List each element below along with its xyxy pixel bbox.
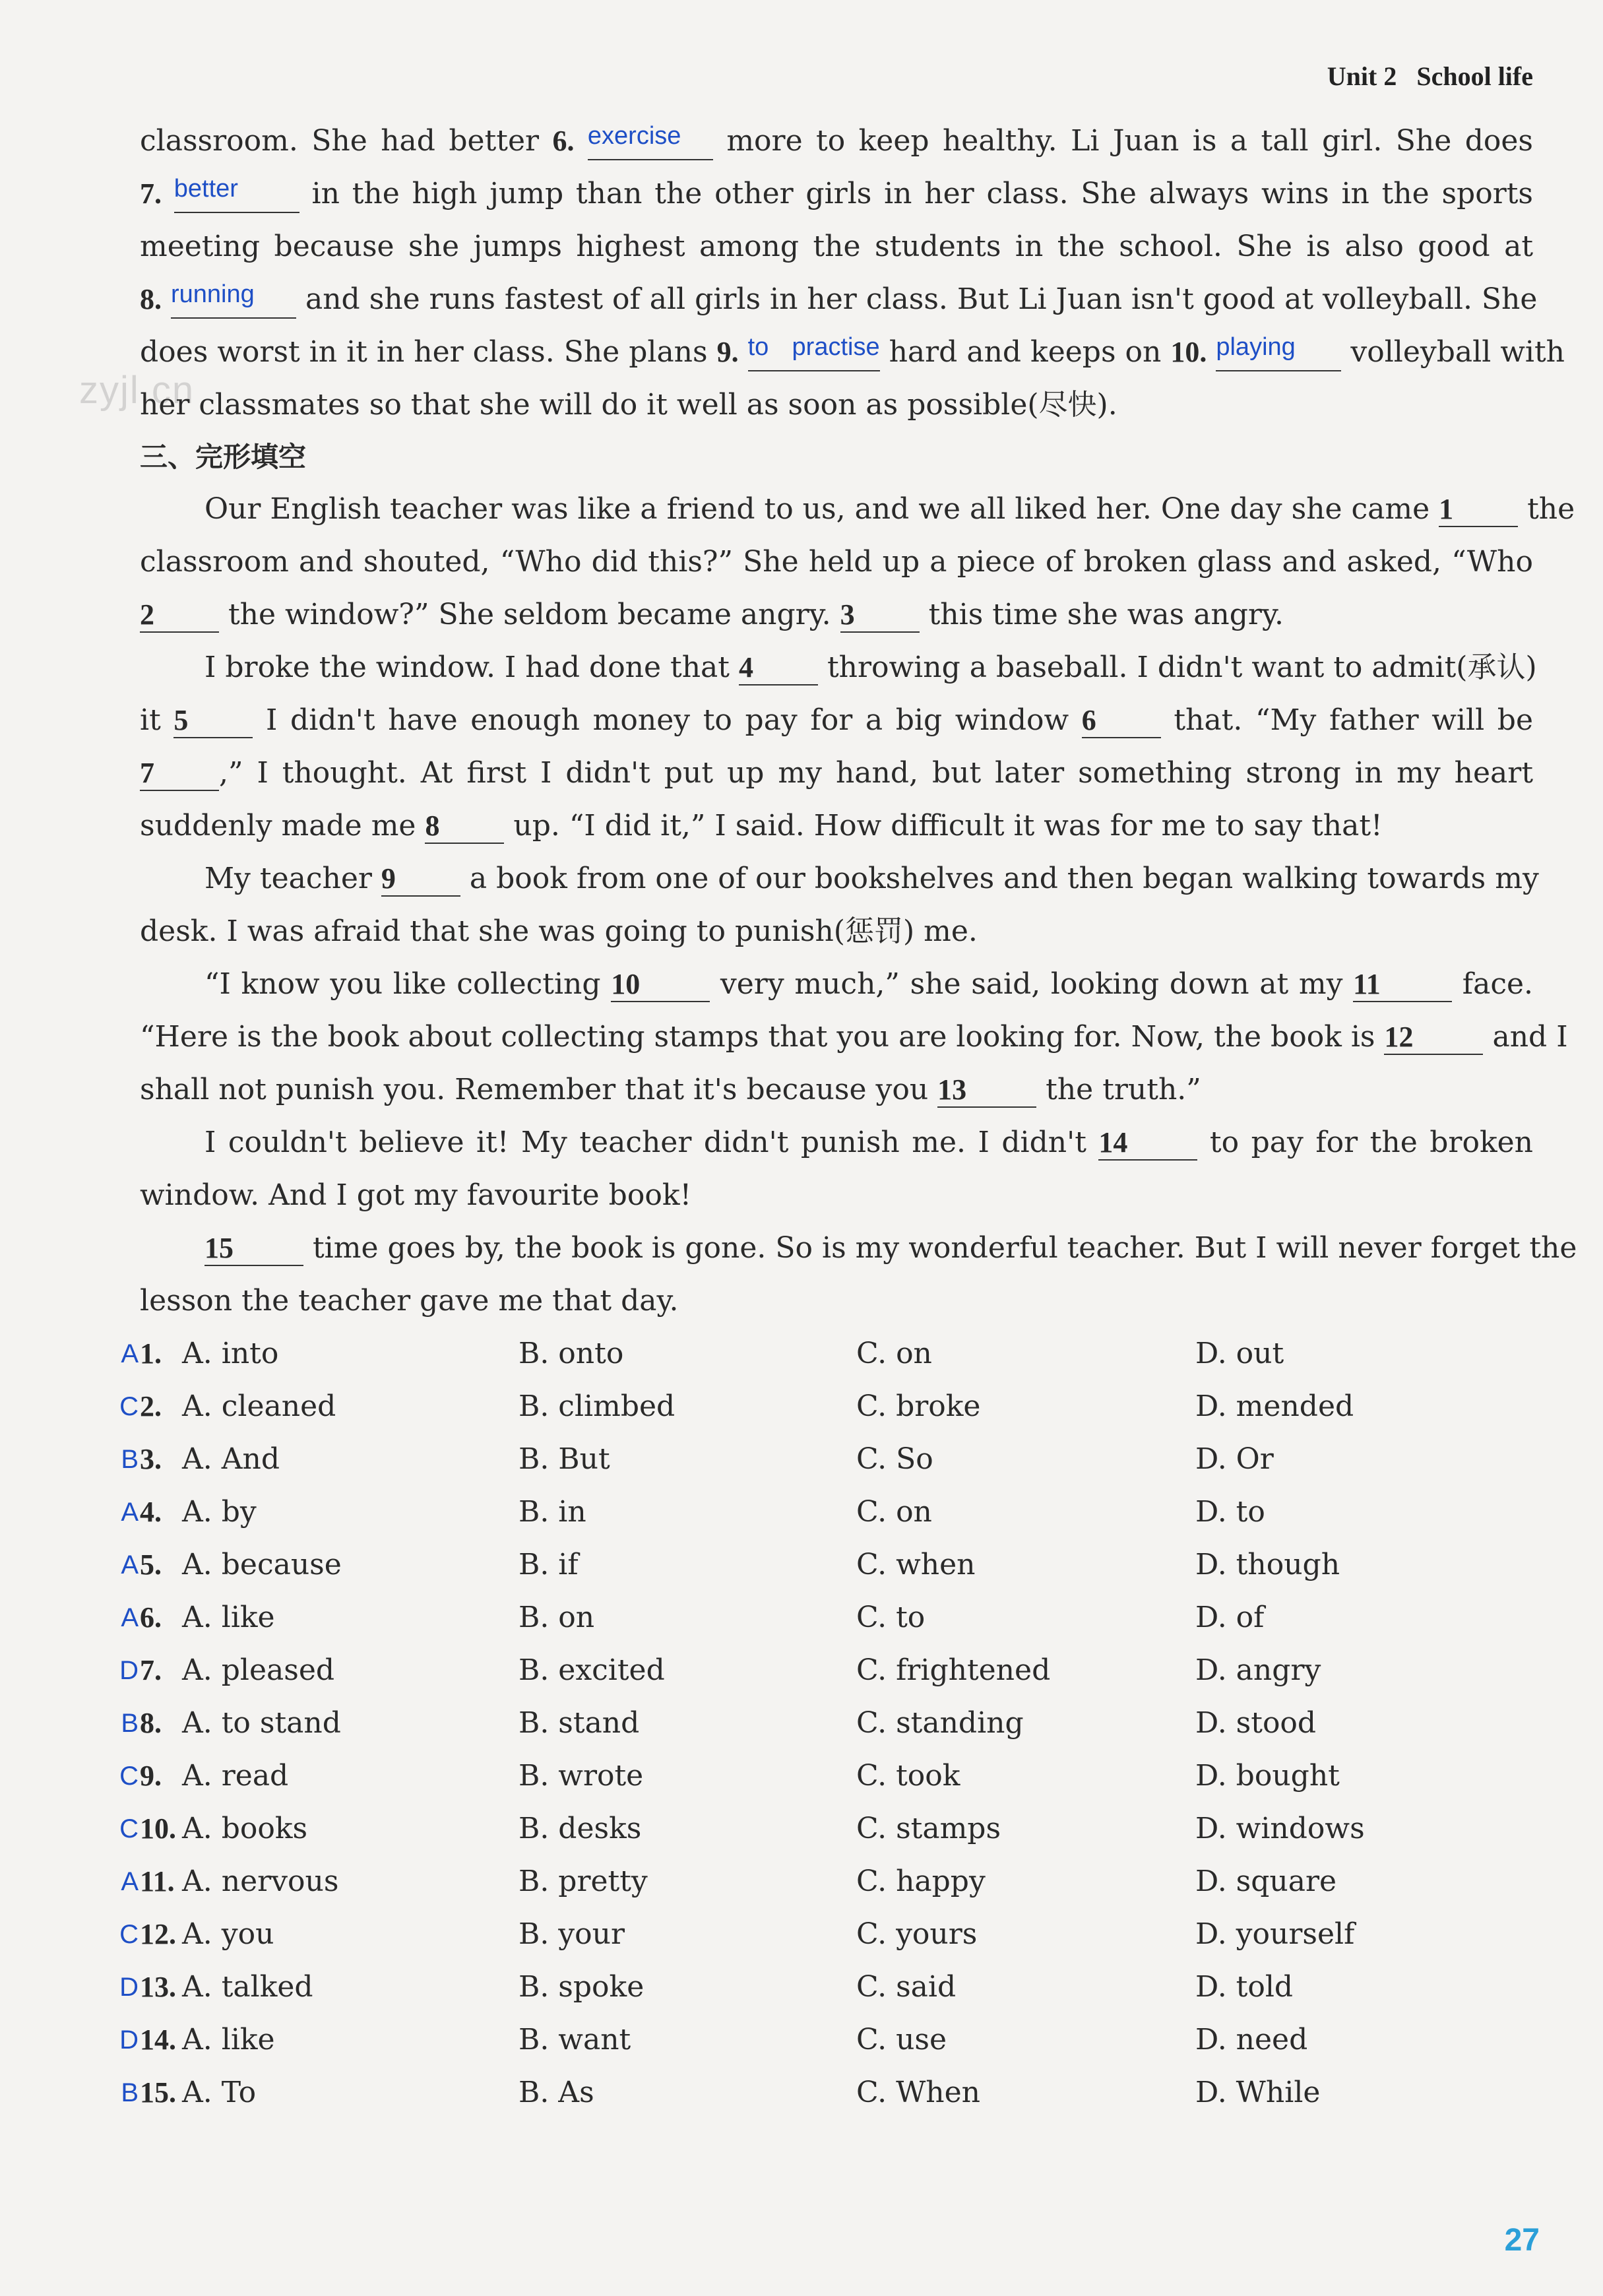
option-d: D. to [1195, 1495, 1265, 1529]
question-number: 9. [140, 1760, 162, 1792]
answer-key: D [119, 1973, 139, 2002]
option-c: C. to [856, 1601, 926, 1634]
question-number-8: 8. [140, 283, 162, 315]
option-row [112, 2073, 1563, 2113]
option-b: B. climbed [519, 1389, 676, 1423]
answer-blank-10 [1216, 333, 1341, 371]
answer-7: better [173, 175, 238, 203]
page-header [1327, 61, 1533, 92]
cloze-blank-4: 4 [739, 651, 818, 686]
option-c: C. when [856, 1548, 976, 1581]
passage-line: “Here is the book about collecting stamps that you are looking for. Now, the book is 12 and I [140, 1020, 1568, 1054]
passage-line: window. And I got my favourite book! [140, 1178, 692, 1212]
option-row [112, 1915, 1563, 1954]
option-row [112, 1598, 1563, 1638]
cloze-blank-6: 6 [1082, 704, 1161, 738]
option-b: B. spoke [519, 1970, 644, 2004]
cloze-blank-15: 15 [204, 1232, 303, 1266]
option-d: D. mended [1195, 1389, 1354, 1423]
option-b: B. excited [519, 1653, 665, 1687]
passage-line: it 5 I didn't have enough money to pay for a big window 6 that. “My father will be [140, 703, 1533, 737]
option-d: D. though [1195, 1548, 1340, 1581]
passage-line: desk. I was afraid that she was going to punish(惩罚) me. [140, 914, 978, 948]
option-d: D. stood [1195, 1706, 1317, 1740]
section-title: 三、完形填空 [140, 441, 307, 473]
option-b: B. desks [519, 1812, 642, 1845]
option-d: D. yourself [1195, 1917, 1355, 1951]
answer-key: C [119, 1920, 139, 1949]
unit-label: Unit 2 [1327, 61, 1397, 91]
answer-key: B [121, 2078, 139, 2107]
option-row [112, 1756, 1563, 1796]
question-number: 11. [140, 1865, 175, 1897]
option-a: A. cleaned [182, 1389, 336, 1423]
question-number: 15. [140, 2076, 176, 2109]
option-a: A. like [182, 1601, 275, 1634]
answer-key: D [119, 2025, 139, 2055]
answer-key: B [121, 1445, 139, 1474]
question-number: 2. [140, 1390, 162, 1422]
fill-line-5: does worst in it in her class. She plans 9. to practise hard and keeps on 10. playing volleyball with [140, 333, 1533, 372]
option-c: C. frightened [856, 1653, 1051, 1687]
answer-blank-7 [174, 177, 299, 213]
cloze-blank-9: 9 [381, 862, 460, 897]
question-number: 13. [140, 1971, 176, 2003]
cloze-blank-3: 3 [840, 598, 920, 633]
answer-key: A [121, 1498, 139, 1527]
fill-line-2: 7. better in the high jump than the other girls in her class. She always wins in the sports [140, 174, 1533, 214]
option-row [112, 1492, 1563, 1532]
option-b: B. pretty [519, 1865, 648, 1898]
passage-line: 15 time goes by, the book is gone. So is my wonderful teacher. But I will never forget the [204, 1231, 1577, 1265]
passage-line: “I know you like collecting 10 very much,” she said, looking down at my 11 face. [204, 967, 1533, 1001]
option-a: A. you [182, 1917, 274, 1951]
option-d: D. square [1195, 1865, 1337, 1898]
option-d: D. told [1195, 1970, 1294, 2004]
option-row [112, 1440, 1563, 1479]
question-number: 3. [140, 1443, 162, 1475]
option-row [112, 1334, 1563, 1374]
option-row [112, 1704, 1563, 1743]
option-row [112, 1651, 1563, 1690]
option-row [112, 1862, 1563, 1901]
passage-line: suddenly made me 8 up. “I did it,” I said. How difficult it was for me to say that! [140, 809, 1383, 843]
option-b: B. But [519, 1442, 610, 1476]
answer-key: C [119, 1762, 139, 1791]
option-b: B. stand [519, 1706, 640, 1740]
option-b: B. in [519, 1495, 586, 1529]
fill-line-3: meeting because she jumps highest among the students in the school. She is also good at [140, 230, 1533, 263]
option-a: A. books [182, 1812, 308, 1845]
option-row [112, 1967, 1563, 2007]
answer-key: C [119, 1392, 139, 1421]
option-d: D. angry [1195, 1653, 1321, 1687]
option-c: C. So [856, 1442, 933, 1476]
option-b: B. As [519, 2076, 594, 2109]
option-a: A. because [182, 1548, 342, 1581]
option-a: A. To [182, 2076, 257, 2109]
question-number-9: 9. [716, 336, 739, 368]
watermark: zyjl.cn [79, 369, 195, 412]
cloze-blank-1: 1 [1439, 493, 1518, 527]
option-c: C. happy [856, 1865, 986, 1898]
option-c: C. yours [856, 1917, 978, 1951]
cloze-blank-5: 5 [173, 704, 253, 738]
passage-line: I broke the window. I had done that 4 throwing a baseball. I didn't want to admit(承认) [204, 651, 1537, 684]
passage-line: My teacher 9 a book from one of our bookshelves and then began walking towards my [204, 862, 1539, 895]
option-b: B. your [519, 1917, 625, 1951]
option-c: C. on [856, 1495, 932, 1529]
cloze-blank-13: 13 [937, 1073, 1036, 1108]
option-c: C. broke [856, 1389, 981, 1423]
answer-10: playing [1216, 333, 1296, 361]
option-a: A. And [182, 1442, 280, 1476]
fill-line-1: classroom. She had better 6. exercise more to keep healthy. Li Juan is a tall girl. She does [140, 121, 1533, 161]
option-row [112, 1545, 1563, 1585]
page-number: 27 [1504, 2223, 1540, 2258]
passage-line: lesson the teacher gave me that day. [140, 1284, 679, 1318]
passage-line: Our English teacher was like a friend to us, and we all liked her. One day she came 1 the [204, 492, 1575, 526]
option-row [112, 2020, 1563, 2060]
answer-9: to practise [747, 333, 880, 361]
option-d: D. While [1195, 2076, 1321, 2109]
option-c: C. When [856, 2076, 981, 2109]
answer-6: exercise [587, 122, 681, 150]
question-number: 14. [140, 2024, 176, 2056]
cloze-blank-8: 8 [425, 810, 504, 844]
option-c: C. said [856, 1970, 957, 2004]
option-b: B. want [519, 2023, 631, 2057]
option-d: D. out [1195, 1337, 1284, 1370]
cloze-blank-12: 12 [1384, 1021, 1483, 1055]
question-number: 1. [140, 1337, 162, 1370]
answer-key: A [121, 1603, 139, 1632]
cloze-blank-10: 10 [611, 968, 710, 1002]
option-d: D. windows [1195, 1812, 1365, 1845]
question-number-10: 10. [1170, 336, 1207, 368]
option-row [112, 1809, 1563, 1849]
fill-line-6: her classmates so that she will do it well as soon as possible(尽快). [140, 388, 1117, 422]
option-a: A. into [182, 1337, 279, 1370]
cloze-blank-14: 14 [1098, 1126, 1197, 1161]
option-b: B. wrote [519, 1759, 644, 1793]
option-a: A. by [182, 1495, 257, 1529]
cloze-blank-7: 7 [140, 757, 219, 791]
answer-blank-8 [171, 280, 296, 319]
answer-key: A [121, 1867, 139, 1896]
fill-line-4: 8. running and she runs fastest of all girls in her class. But Li Juan isn't good at volleyball. She [140, 280, 1533, 319]
unit-title: School life [1416, 61, 1533, 91]
option-a: A. read [182, 1759, 289, 1793]
passage-line: 2 the window?” She seldom became angry. 3 this time she was angry. [140, 598, 1284, 631]
answer-blank-6 [587, 122, 713, 160]
question-number: 5. [140, 1548, 162, 1581]
answer-8: running [171, 280, 255, 308]
answer-blank-9 [747, 333, 880, 371]
option-a: A. to stand [182, 1706, 341, 1740]
option-row [112, 1387, 1563, 1426]
question-number: 10. [140, 1812, 176, 1845]
question-number: 12. [140, 1918, 176, 1950]
question-number-7: 7. [140, 177, 162, 210]
option-a: A. like [182, 2023, 275, 2057]
question-number: 8. [140, 1707, 162, 1739]
option-c: C. took [856, 1759, 960, 1793]
answer-key: C [119, 1814, 139, 1843]
option-c: C. use [856, 2023, 947, 2057]
option-c: C. on [856, 1337, 932, 1370]
question-number-6: 6. [552, 125, 575, 157]
cloze-blank-11: 11 [1353, 968, 1452, 1002]
option-b: B. on [519, 1601, 595, 1634]
cloze-blank-2: 2 [140, 598, 219, 633]
question-number: 7. [140, 1654, 162, 1686]
option-c: C. stamps [856, 1812, 1001, 1845]
option-a: A. talked [182, 1970, 313, 2004]
passage-line: shall not punish you. Remember that it's because you 13 the truth.” [140, 1073, 1201, 1106]
option-d: D. Or [1195, 1442, 1274, 1476]
question-number: 6. [140, 1601, 162, 1634]
passage-line: classroom and shouted, “Who did this?” She held up a piece of broken glass and asked, “Who [140, 545, 1533, 579]
option-b: B. onto [519, 1337, 624, 1370]
passage-line: I couldn't believe it! My teacher didn't punish me. I didn't 14 to pay for the broken [204, 1126, 1533, 1159]
option-d: D. of [1195, 1601, 1265, 1634]
option-a: A. pleased [182, 1653, 335, 1687]
option-a: A. nervous [182, 1865, 339, 1898]
answer-key: A [121, 1550, 139, 1579]
passage-line: 7 ,” I thought. At first I didn't put up my hand, but later something strong in my heart [140, 756, 1533, 790]
answer-key: A [121, 1339, 139, 1368]
option-b: B. if [519, 1548, 579, 1581]
answer-key: B [121, 1709, 139, 1738]
question-number: 4. [140, 1496, 162, 1528]
option-d: D. need [1195, 2023, 1308, 2057]
answer-key: D [119, 1656, 139, 1685]
option-c: C. standing [856, 1706, 1024, 1740]
option-d: D. bought [1195, 1759, 1340, 1793]
